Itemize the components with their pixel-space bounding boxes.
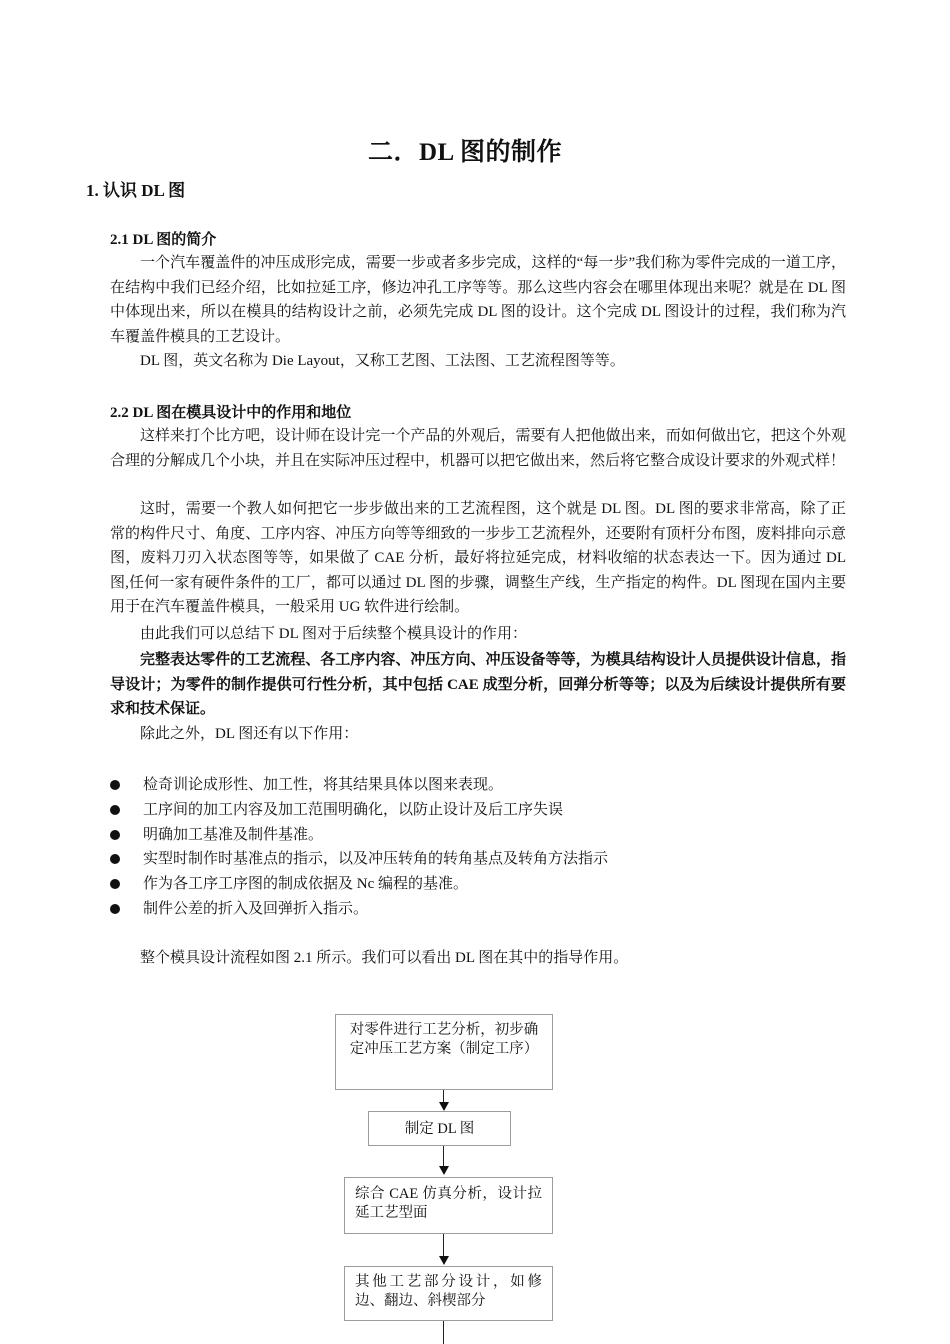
bullet-dot-icon (110, 780, 120, 790)
chapter-title: 二．DL 图的制作 (367, 139, 563, 166)
flow-arrow-down-icon (439, 1102, 449, 1111)
paragraph-2-2-summary-lead: 由此我们可以总结下 DL 图对于后续整个模具设计的作用： (140, 626, 527, 642)
bullet-dot-icon (110, 904, 120, 914)
paragraph-2-2-summary-bold: 完整表达零件的工艺流程、各工序内容、冲压方向、冲压设备等等，为模具结构设计人员提供设计信息，指导设计；为零件的制作提供可行性分析，其中包括 CAE 成型分析，回弹分析等等；以及为后续设计提供所有要求和技术保证。 (110, 652, 846, 717)
bullet-dot-icon (110, 830, 120, 840)
flow-step-process-analysis: 对零件进行工艺分析，初步确定冲压工艺方案（制定工序） (335, 1014, 553, 1090)
flow-arrow-down-icon (439, 1256, 449, 1265)
bullet-item: 检奇训论成形性、加工性，将其结果具体以图来表现。 (110, 773, 850, 798)
bullet-item: 制件公差的折入及回弹折入指示。 (110, 897, 850, 922)
flow-arrow-down-icon (439, 1166, 449, 1175)
flow-connector (443, 1234, 444, 1257)
paragraph-flow-intro: 整个模具设计流程如图 2.1 所示。我们可以看出 DL 图在其中的指导作用。 (140, 950, 629, 966)
flow-connector (443, 1321, 444, 1344)
bullet-dot-icon (110, 805, 120, 815)
uses-bullet-list (110, 773, 850, 922)
section-heading-2-1: 2.1 DL 图的简介 (110, 232, 217, 248)
flow-connector (443, 1146, 444, 1167)
flow-step-cae-analysis: 综合 CAE 仿真分析，设计拉延工艺型面 (344, 1177, 553, 1234)
bullet-dot-icon (110, 879, 120, 889)
paragraph-2-2-analogy: 这样来打个比方吧，设计师在设计完一个产品的外观后，需要有人把他做出来，而如何做出它，把这个外观合理的分解成几个小块，并且在实际冲压过程中，机器可以把它做出来，然后将它整合成设计要求的外观式样！ (110, 428, 846, 469)
bullet-item: 实型时制作时基准点的指示，以及冲压转角的转角基点及转角方法指示 (110, 847, 850, 872)
paragraph-2-1-intro: 一个汽车覆盖件的冲压成形完成，需要一步或者多步完成，这样的“每一步”我们称为零件完成的一道工序，在结构中我们已经介绍，比如拉延工序，修边冲孔工序等等。那么这些内容会在哪里体现出来呢？就是在 DL 图中体现出来，所以在模具的结构设计之前，必须先完成 DL 图的设计。这个完成 DL 图设计的过程，我们称为汽车覆盖件模具的工艺设计。 (110, 255, 846, 345)
paragraph-2-1-dl-name: DL 图，英文名称为 Die Layout，又称工艺图、工法图、工艺流程图等等。 (140, 353, 625, 369)
flow-step-make-dl: 制定 DL 图 (368, 1111, 511, 1146)
bullet-item: 作为各工序工序图的制成依据及 Nc 编程的基准。 (110, 872, 850, 897)
section-heading-1: 1. 认识 DL 图 (86, 181, 186, 200)
bullet-dot-icon (110, 854, 120, 864)
paragraph-2-2-other-uses: 除此之外，DL 图还有以下作用： (140, 726, 359, 742)
flow-step-other-process: 其他工艺部分设计，如修边、翻边、斜楔部分 (344, 1266, 553, 1321)
paragraph-2-2-requirements: 这时，需要一个教人如何把它一步步做出来的工艺流程图，这个就是 DL 图。DL 图的要求非常高，除了正常的构件尺寸、角度、工序内容、冲压方向等等细致的一步步工艺流程外，还要附有顶杆分布图，废料排向示意图，废料刀刃入状态图等等，如果做了 CAE 分析，最好将拉延完成，材料收缩的状态表达一下。因为通过 DL 图,任何一家有硬件条件的工厂，都可以通过 DL 图的步骤，调整生产线，生产指定的构件。DL 图现在国内主要用于在汽车覆盖件模具，一般采用 UG 软件进行绘制。 (110, 501, 846, 615)
bullet-item: 工序间的加工内容及加工范围明确化，以防止设计及后工序失误 (110, 798, 850, 823)
section-heading-2-2: 2.2 DL 图在模具设计中的作用和地位 (110, 405, 352, 421)
bullet-item: 明确加工基准及制件基准。 (110, 823, 850, 848)
